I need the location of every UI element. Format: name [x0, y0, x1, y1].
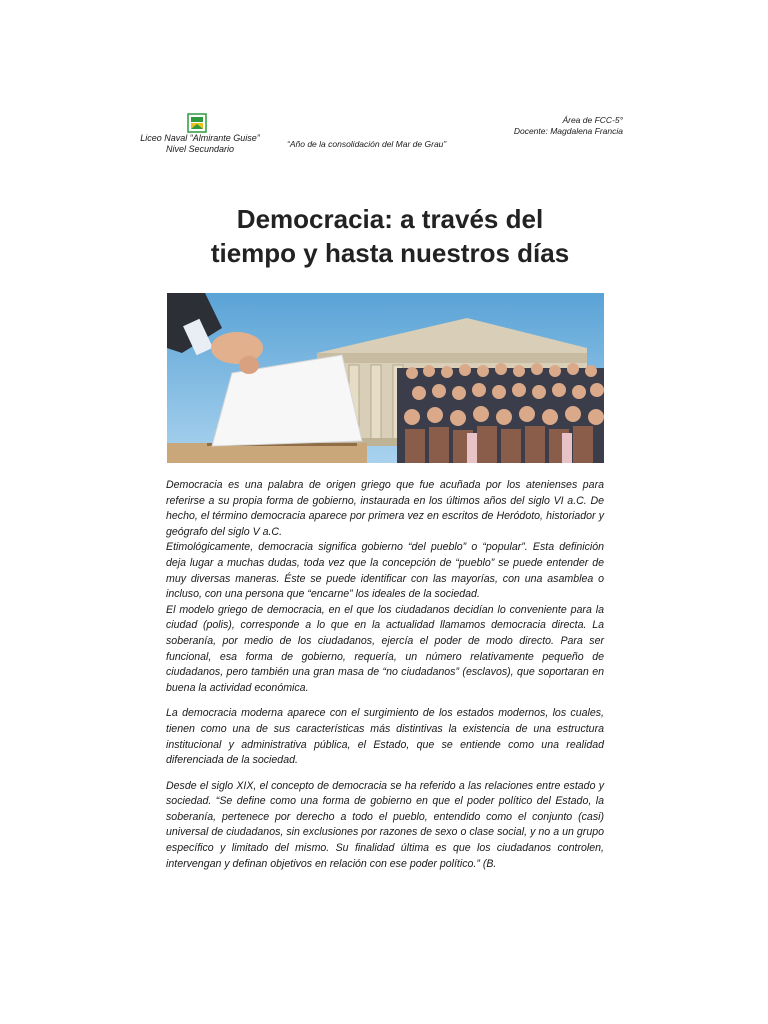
title-line-2: tiempo y hasta nuestros días [210, 238, 570, 268]
paragraph-modern-democracy: La democracia moderna aparece con el surgimiento de los estados modernos, los cuales, tienen como una de sus características más distintivas la existencia de una estructura institucional y administrativa pública, el Estado, que se entiende como una realidad diferenciada de la sociedad. [166, 707, 604, 767]
title-line-1: Democracia: a través del [236, 204, 544, 234]
course-info [514, 115, 623, 137]
ballot-box-icon [167, 443, 367, 463]
area-label: Área de FCC-5° [562, 115, 623, 125]
school-logo [187, 113, 207, 133]
school-line-1: Liceo Naval “Almirante Guise” [140, 133, 260, 143]
school-name [135, 133, 265, 155]
school-line-2: Nivel Secundario [165, 144, 235, 154]
article-body [166, 478, 604, 872]
paragraph-etymology: Etimológicamente, democracia significa gobierno “del pueblo” o “popular”. Esta definición deja lugar a muchas dudas, toda vez que la concepción de “pueblo” se puede entender de muy diversas maneras. Éste se puede identificar con las mayorías, con una asamblea o incluso, con una persona que “encarne” los ideales de la sociedad. [166, 541, 604, 601]
paragraph-nineteenth-century: Desde el siglo XIX, el concepto de democracia se ha referido a las relaciones entre estado y sociedad. “Se define como una forma de gobierno en que el poder político del Estado, la soberanía, pertenece por derecho a todo el pueblo, entendido como el conjunto (casi) universal de ciudadanos, sin exclusiones por razones de sexo o clase social, y no a un grupo específico y limitado del mismo. Su finalidad última es que los ciudadanos controlen, intervengan y definan objetivos en relación con ese poder político.” (B. [166, 779, 604, 870]
teacher-label: Docente: Magdalena Francia [513, 126, 623, 136]
crowd-icon [397, 363, 604, 463]
hero-image [167, 293, 604, 463]
paragraph-greek-model: El modelo griego de democracia, en el que los ciudadanos decidían lo conveniente para la ciudad (polis), corresponde a lo que en la actualidad llamamos democracia directa. La soberanía, por medio de los ciudadanos, ejercía el poder de modo directo. Para ser funcional, esa forma de gobierno, requería, un número relativamente pequeño de ciudadanos, pero también una gran masa de “no ciudadanos” (esclavos), que soportaran en buena la actividad económica. [166, 603, 604, 694]
year-motto: “Año de la consolidación del Mar de Grau” [287, 139, 447, 149]
paragraph-origin: Democracia es una palabra de origen griego que fue acuñada por los atenienses para referirse a su propia forma de gobierno, instaurada en los últimos años del siglo VI a.C. De hecho, el término democracia aparece por primera vez en escritos de Heródoto, historiador y geógrafo del siglo V a.C. [166, 479, 604, 538]
page-title [160, 202, 620, 270]
